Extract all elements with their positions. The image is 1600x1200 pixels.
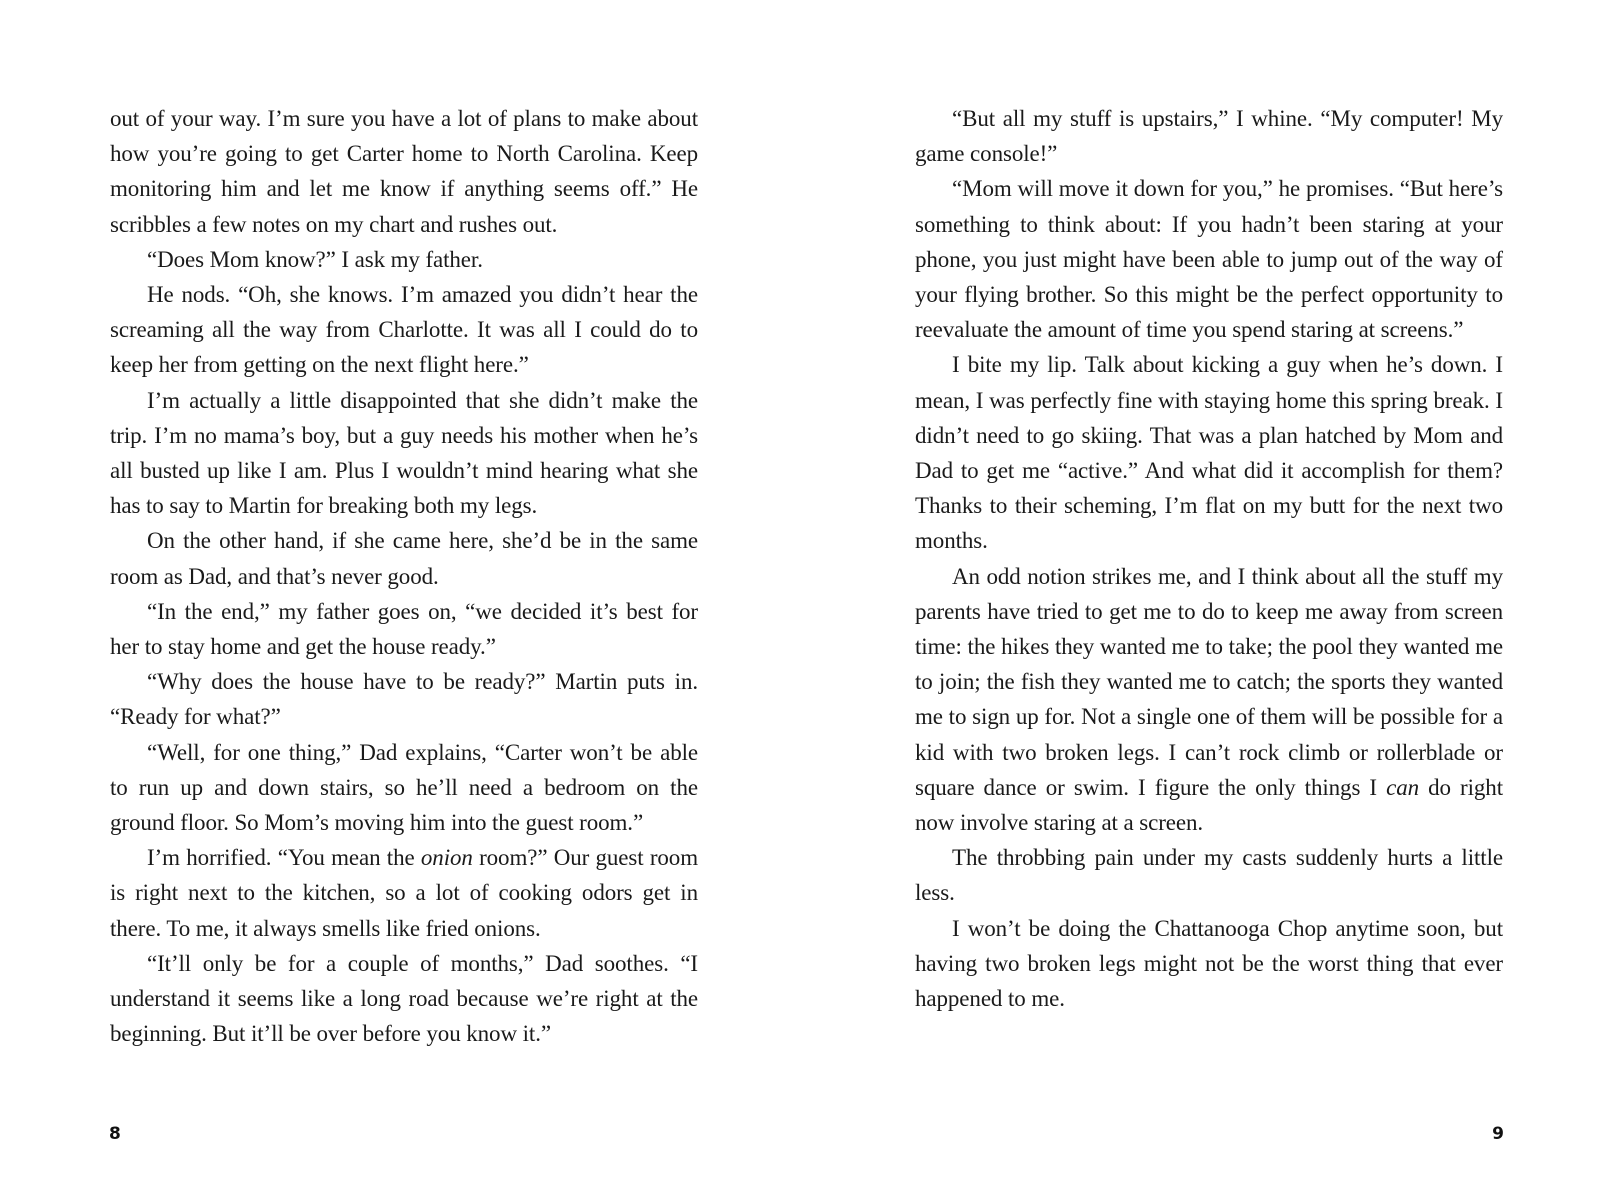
text-run: room?” Our guest room is right next to the kitchen, so a lot of cooking odors get in there. To me, it always smells like fried onions. [110,845,698,941]
page-number-left: 8 [109,1124,121,1144]
paragraph: “In the end,” my father goes on, “we decided it’s best for her to stay home and get the house ready.” [110,598,698,660]
paragraph: “It’ll only be for a couple of months,” Dad soothes. “I understand it seems like a long road because we’re right at the beginning. But it’ll be over before you know it.” [110,950,698,1047]
emphasis-can: can [1386,774,1420,800]
paragraph: “Well, for one thing,” Dad explains, “Carter won’t be able to run up and down stairs, so he’ll need a bedroom on the ground floor. So Mom’s moving him into the guest room.” [110,739,698,836]
paragraph: The throbbing pain under my casts suddenly hurts a little less. [915,845,1503,906]
page-number-right: 9 [1492,1124,1504,1144]
left-page-text [110,101,698,1051]
paragraph: I bite my lip. Talk about kicking a guy when he’s down. I mean, I was perfectly fine with staying home this spring break. I didn’t need to go skiing. That was a plan hatched by Mom and Dad to get me “active.” And what did it accomplish for them? Thanks to their scheming, I’m flat on my butt for the next two months. [915,352,1503,554]
text-run: I’m horrified. “You mean the [147,845,421,871]
paragraph: out of your way. I’m sure you have a lot of plans to make about how you’re going to get Carter home to North Carolina. Keep monitoring him and let me know if anything seems off.” He scribbles a few notes on my chart and rushes out. [110,106,698,237]
paragraph: On the other hand, if she came here, she’d be in the same room as Dad, and that’s never good. [110,528,698,589]
right-page [800,0,1600,1200]
paragraph: “Mom will move it down for you,” he promises. “But here’s something to think about: If you hadn’t been staring at your phone, you just might have been able to jump out of the way of your flying brother. So this might be the perfect opportunity to reevaluate the amount of time you spend staring at screens.” [915,176,1503,343]
paragraph: “Why does the house have to be ready?” Martin puts in. “Ready for what?” [110,669,698,730]
paragraph-odd-notion [915,559,1503,841]
right-page-text [915,101,1503,1016]
paragraph: “But all my stuff is upstairs,” I whine. “My computer! My game console!” [915,106,1503,167]
text-run: An odd notion strikes me, and I think about all the stuff my parents have tried to get me to do to keep me away from screen time: the hikes they wanted me to take; the pool they wanted me to join; the fish they wanted me to catch; the sports they wanted me to sign up for. Not a single one of them will be possible for a kid with two broken legs. I can’t rock climb or rollerblade or square dance or swim. I figure the only things I [915,563,1503,800]
text-run: do right now involve staring at a screen. [915,774,1503,836]
paragraph: “Does Mom know?” I ask my father. [147,246,483,272]
paragraph: He nods. “Oh, she knows. I’m amazed you didn’t hear the screaming all the way from Charlotte. It was all I could do to keep her from getting on the next flight here.” [110,282,698,378]
emphasis-onion: onion [420,845,473,871]
paragraph: I’m actually a little disappointed that she didn’t make the trip. I’m no mama’s boy, but a guy needs his mother when he’s all busted up like I am. Plus I wouldn’t mind hearing what she has to say to Martin for breaking both my legs. [110,387,698,519]
paragraph: I won’t be doing the Chattanooga Chop anytime soon, but having two broken legs might not be the worst thing that ever happened to me. [915,915,1503,1012]
paragraph-onion-room [110,840,698,946]
